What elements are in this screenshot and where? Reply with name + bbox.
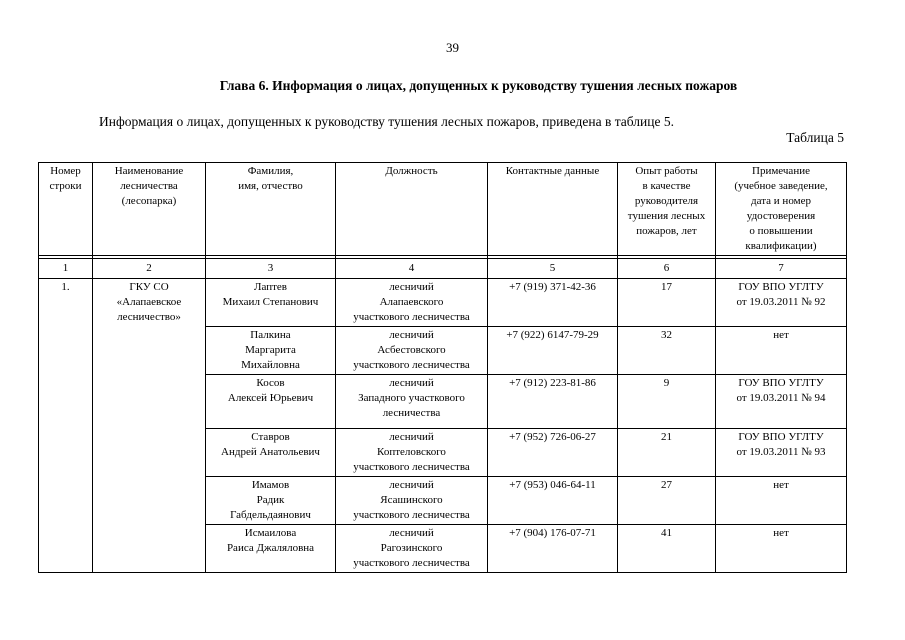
person-note: ГОУ ВПО УГЛТУ от 19.03.2011 № 94	[716, 375, 847, 429]
person-phone: +7 (904) 176-07-71	[488, 525, 618, 573]
person-position: лесничий Ясашинского участкового лесничества	[336, 477, 488, 525]
person-experience: 21	[618, 429, 716, 477]
person-phone: +7 (919) 371-42-36	[488, 279, 618, 327]
person-note: ГОУ ВПО УГЛТУ от 19.03.2011 № 92	[716, 279, 847, 327]
column-number-row	[39, 259, 847, 279]
forest-fire-managers-table	[38, 162, 847, 573]
table-header-row	[39, 163, 847, 256]
person-note: нет	[716, 477, 847, 525]
header-experience: Опыт работы в качестве руководителя тушения лесных пожаров, лет	[618, 163, 716, 256]
person-phone: +7 (912) 223-81-86	[488, 375, 618, 429]
column-number: 7	[716, 259, 847, 279]
person-note: нет	[716, 327, 847, 375]
forestry-name: ГКУ СО «Алапаевское лесничество»	[93, 279, 206, 573]
person-name: Ставров Андрей Анатольевич	[206, 429, 336, 477]
header-position: Должность	[336, 163, 488, 256]
page-number: 39	[446, 40, 459, 55]
column-number: 3	[206, 259, 336, 279]
person-note: ГОУ ВПО УГЛТУ от 19.03.2011 № 93	[716, 429, 847, 477]
person-phone: +7 (952) 726-06-27	[488, 429, 618, 477]
person-name: Имамов Радик Габдельдаянович	[206, 477, 336, 525]
person-name: Палкина Маргарита Михайловна	[206, 327, 336, 375]
header-full-name: Фамилия, имя, отчество	[206, 163, 336, 256]
intro-paragraph: Информация о лицах, допущенных к руководству тушения лесных пожаров, приведена в таблице 5.	[99, 114, 674, 129]
person-position: лесничий Рагозинского участкового лесничества	[336, 525, 488, 573]
column-number: 1	[39, 259, 93, 279]
person-position: лесничий Коптеловского участкового лесничества	[336, 429, 488, 477]
header-contacts: Контактные данные	[488, 163, 618, 256]
column-number: 2	[93, 259, 206, 279]
person-experience: 17	[618, 279, 716, 327]
column-number: 6	[618, 259, 716, 279]
person-experience: 27	[618, 477, 716, 525]
header-forestry: Наименование лесничества (лесопарка)	[93, 163, 206, 256]
person-phone: +7 (922) 6147-79-29	[488, 327, 618, 375]
header-row-number: Номер строки	[39, 163, 93, 256]
table-caption: Таблица 5	[786, 130, 844, 145]
person-position: лесничий Алапаевского участкового лесничества	[336, 279, 488, 327]
row-number: 1.	[39, 279, 93, 573]
person-note: нет	[716, 525, 847, 573]
person-position: лесничий Асбестовского участкового лесничества	[336, 327, 488, 375]
person-name: Исмаилова Раиса Джаляловна	[206, 525, 336, 573]
person-name: Лаптев Михаил Степанович	[206, 279, 336, 327]
person-experience: 32	[618, 327, 716, 375]
chapter-title: Глава 6. Информация о лицах, допущенных к руководству тушения лесных пожаров	[219, 78, 738, 93]
person-position: лесничий Западного участкового лесничества	[336, 375, 488, 429]
table-row	[39, 279, 847, 327]
column-number: 4	[336, 259, 488, 279]
column-number: 5	[488, 259, 618, 279]
person-experience: 9	[618, 375, 716, 429]
header-note: Примечание (учебное заведение, дата и номер удостоверения о повышении квалификации)	[716, 163, 847, 256]
person-phone: +7 (953) 046-64-11	[488, 477, 618, 525]
person-experience: 41	[618, 525, 716, 573]
person-name: Косов Алексей Юрьевич	[206, 375, 336, 429]
